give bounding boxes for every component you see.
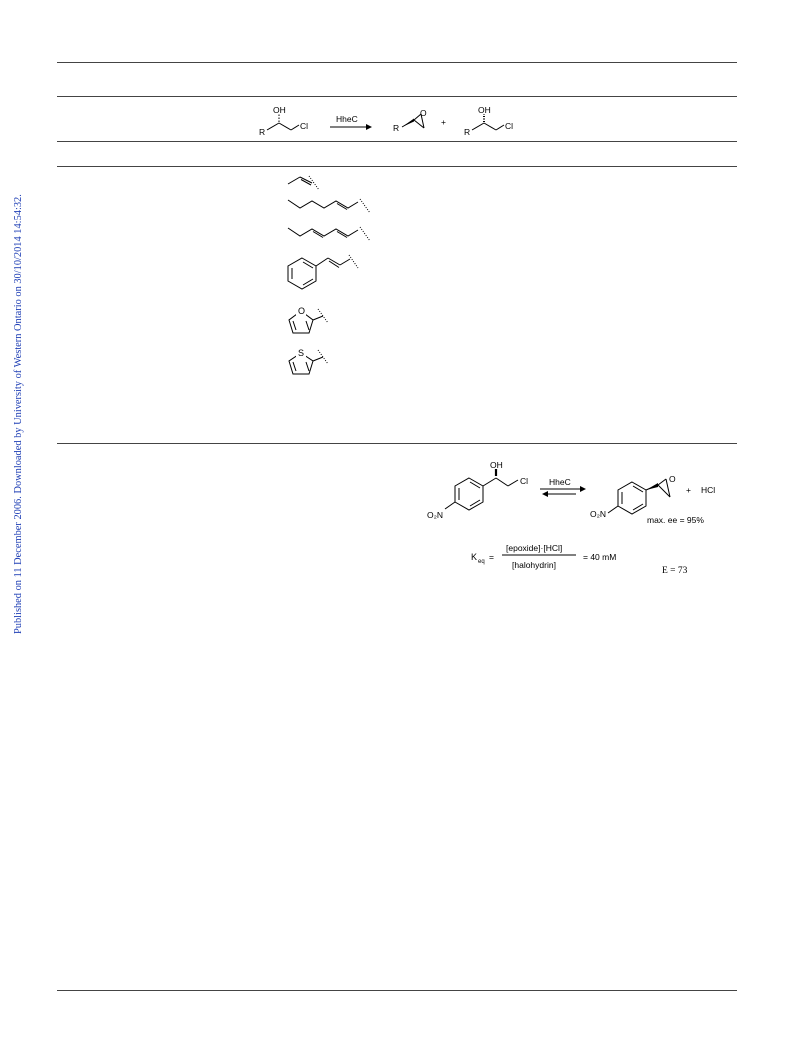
keq-numerator: [epoxide]·[HCl] [506,543,563,553]
epoxide-r-label: R [393,123,400,133]
scheme2-cl-label: Cl [520,476,529,486]
oh-label-right: OH [478,105,491,115]
r-label-left: R [259,127,266,137]
r-label-right: R [464,127,471,137]
reverse-arrowhead-icon [542,491,548,497]
keq-symbol: K [471,552,478,562]
scheme2-plus: + [686,485,691,495]
plus-sign: + [441,117,446,127]
keq-result: = 40 mM [583,552,617,562]
thiophene-sulfur-label: S [298,348,305,358]
keq-subscript: eq [478,559,485,565]
scheme2-enzyme-label: HheC [549,477,571,487]
scheme2-hcl: HCl [701,485,716,495]
oh-label-left: OH [273,105,286,115]
forward-arrowhead-icon [580,486,586,492]
epoxide-o-label: O [420,108,427,118]
cl-label-left: Cl [300,121,309,131]
scheme2-oh-label: OH [490,460,503,470]
cl-label-right: Cl [505,121,514,131]
scheme2-epoxide-o: O [669,474,676,484]
published-note: Published on 11 December 2006. Downloaded by University of Western Ontario on 30/10/2014 14:54:32. [13,194,24,634]
enantioselectivity-value: E = 73 [662,566,688,576]
max-ee-label: max. ee = 95% [647,515,704,525]
scheme2-no2-right: O₂N [590,509,607,519]
furan-oxygen-label: O [298,306,306,316]
enzyme-label: HheC [336,114,358,124]
keq-equals: = [489,552,494,562]
epoxide-wedge-icon [646,483,658,490]
keq-denominator: [halohydrin] [512,560,556,570]
scheme2-no2-left: O₂N [427,510,444,520]
